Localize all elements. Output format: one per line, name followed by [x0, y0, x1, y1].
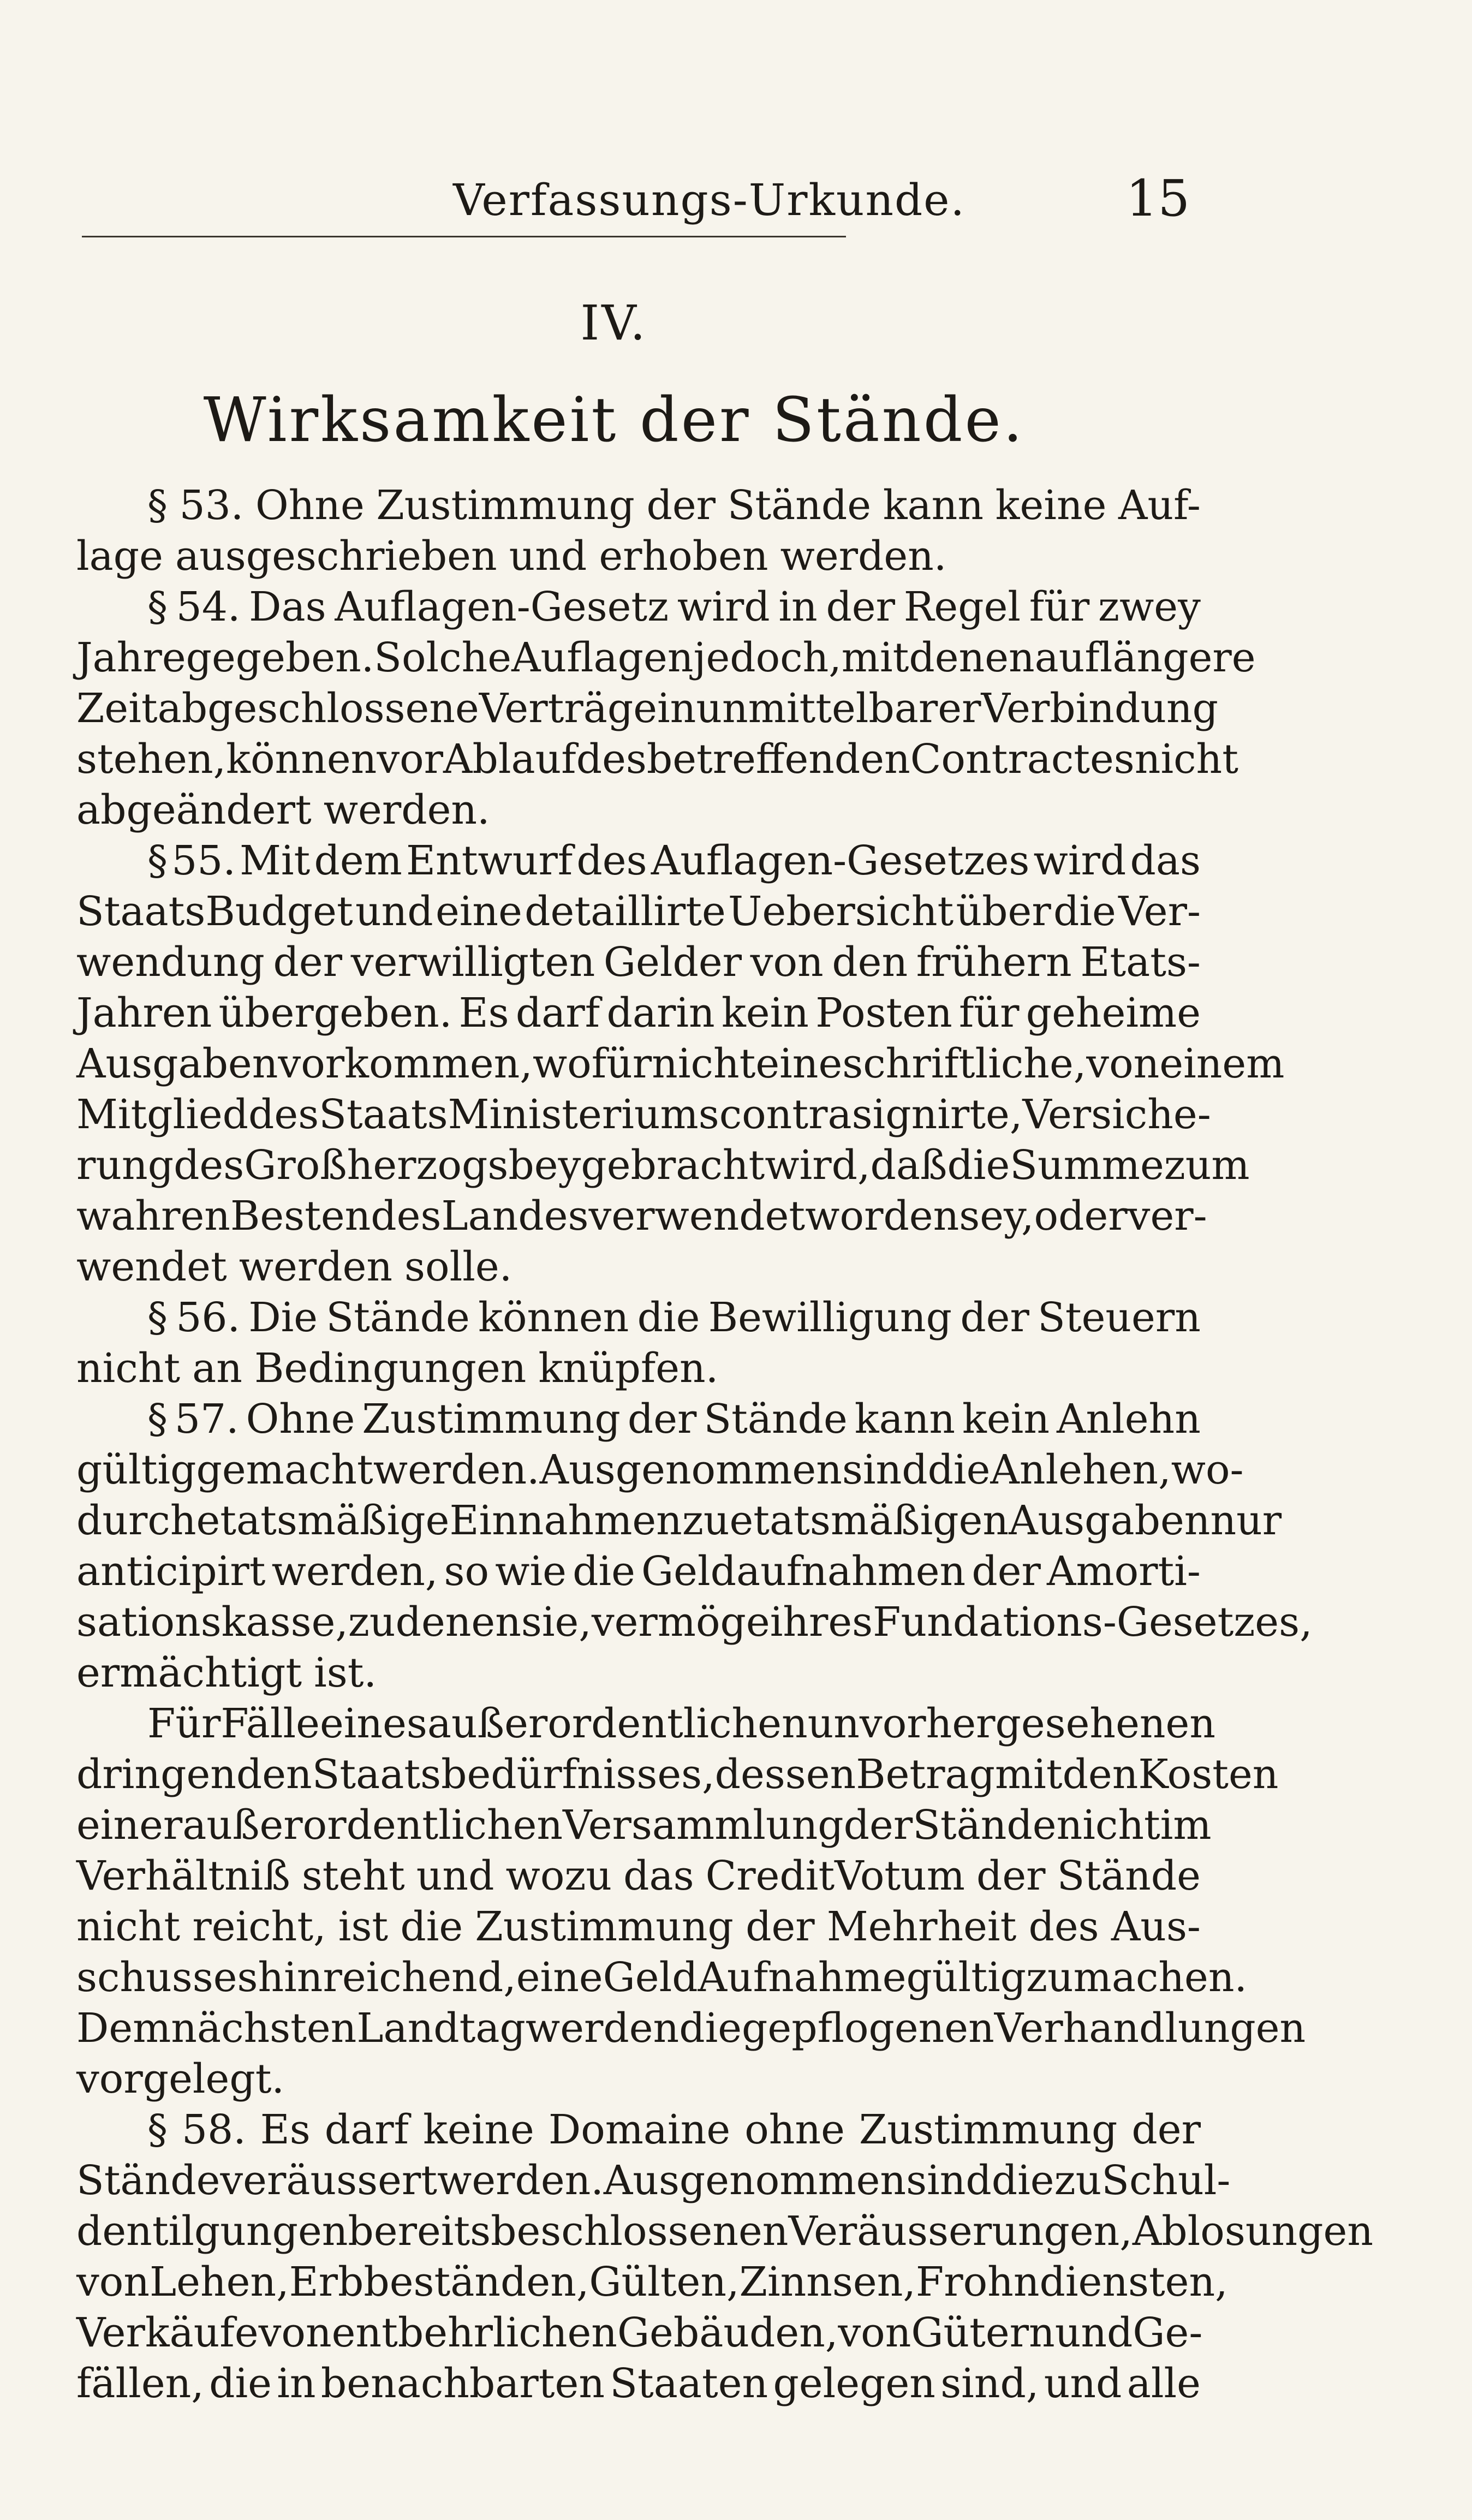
text-line: durch etatsmäßige Einnahmen zu etatsmäßigen Ausgaben nur	[76, 1497, 1282, 1544]
text-line: § 56. Die Stände können die Bewilligung der Steuern	[147, 1294, 1201, 1341]
text-line: dringenden Staatsbedürfnisses, dessen Betrag mit den Kosten	[76, 1751, 1279, 1798]
text-line: ermächtigt ist.	[76, 1649, 377, 1696]
text-line: gültig gemacht werden. Ausgenommen sind die Anlehen, wo-	[76, 1446, 1244, 1493]
text-line: vorgelegt.	[76, 2056, 284, 2102]
text-line: Verhältniß steht und wozu das CreditVotum der Stände	[76, 1852, 1201, 1899]
page-number: 15	[1125, 169, 1190, 228]
running-title: Verfassungs-Urkunde.	[453, 175, 966, 225]
text-line: StaatsBudget und eine detaillirte Uebersicht über die Ver-	[76, 888, 1201, 935]
text-line: § 55. Mit dem Entwurf des Auflagen-Gesetzes wird das	[147, 837, 1201, 884]
text-line: fällen, die in benachbarten Staaten gelegen sind, und alle	[76, 2360, 1201, 2407]
text-line: abgeändert werden.	[76, 787, 490, 833]
text-line: Dem nächsten Landtag werden die gepflogenen Verhandlungen	[76, 2005, 1306, 2052]
text-line: nicht an Bedingungen knüpfen.	[76, 1345, 719, 1392]
text-line: Jahren übergeben. Es darf darin kein Posten für geheime	[76, 990, 1201, 1036]
text-line: § 53. Ohne Zustimmung der Stände kann keine Auf-	[147, 482, 1201, 529]
text-line: Jahre gegeben. Solche Auflagen jedoch, mit denen auf längere	[76, 634, 1256, 681]
text-line: Mitglied des StaatsMinisteriums contrasignirte, Versiche-	[76, 1091, 1211, 1138]
text-line: § 54. Das Auflagen-Gesetz wird in der Regel für zwey	[147, 583, 1201, 630]
text-line: Zeit abgeschlossene Verträge in unmittelbarer Verbindung	[76, 685, 1219, 732]
text-line: wendet werden solle.	[76, 1243, 512, 1290]
body-text	[76, 480, 1373, 2409]
text-line: einer außerordentlichen Versammlung der Stände nicht im	[76, 1802, 1212, 1849]
text-line: Ausgaben vorkommen, wofür nicht eine schriftliche, von einem	[76, 1040, 1285, 1087]
text-line: § 58. Es darf keine Domaine ohne Zustimmung der	[147, 2106, 1201, 2153]
running-head	[82, 164, 1190, 235]
text-line: dentilgungen bereits beschlossenen Veräusserungen, Ablosungen	[76, 2208, 1373, 2255]
text-line: stehen, können vor Ablauf des betreffenden Contractes nicht	[76, 736, 1238, 783]
section-number: IV.	[580, 295, 648, 351]
text-line: nicht reicht, ist die Zustimmung der Mehrheit des Aus-	[76, 1903, 1201, 1950]
text-line: schusses hinreichend, eine GeldAufnahme gültig zu machen.	[76, 1954, 1248, 2001]
text-line: rung des Großherzogs beygebracht wird, daß die Summe zum	[76, 1142, 1250, 1189]
text-line: wendung der verwilligten Gelder von den frühern Etats-	[76, 939, 1201, 986]
header-rule	[82, 236, 846, 237]
section-title: Wirksamkeit der Stände.	[203, 385, 1025, 456]
text-line: anticipirt werden, so wie die Geldaufnahmen der Amorti-	[76, 1548, 1201, 1595]
text-line: Für Fälle eines außerordentlichen unvorhergesehenen	[147, 1700, 1215, 1747]
text-line: sationskasse, zu denen sie, vermöge ihres Fundations-Gesetzes,	[76, 1599, 1313, 1646]
text-line: § 57. Ohne Zustimmung der Stände kann kein Anlehn	[147, 1396, 1201, 1443]
text-line: Stände veräussert werden. Ausgenommen sind die zu Schul-	[76, 2157, 1231, 2204]
text-line: Verkäufe von entbehrlichen Gebäuden, von Gütern und Ge-	[76, 2309, 1203, 2356]
text-line: wahren Besten des Landes verwendet worden sey, oder ver-	[76, 1193, 1207, 1240]
text-line: von Lehen, Erbbeständen, Gülten, Zinnsen, Frohndiensten,	[76, 2259, 1228, 2305]
text-line: lage ausgeschrieben und erhoben werden.	[76, 533, 947, 580]
